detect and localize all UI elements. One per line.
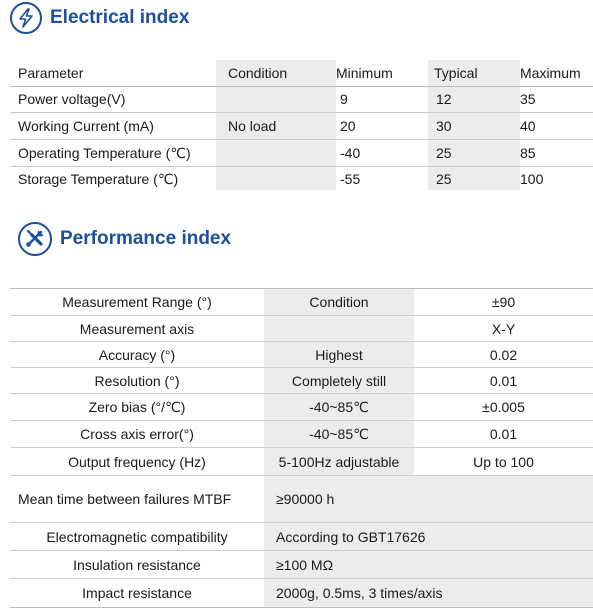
cell-parameter: Storage Temperature (℃)	[18, 171, 179, 187]
cell-parameter: Output frequency (Hz)	[68, 453, 206, 470]
cell-condition: Highest	[264, 342, 414, 367]
cell-condition	[264, 316, 414, 341]
header-typical: Typical	[434, 65, 478, 81]
performance-section-header	[18, 222, 231, 256]
table-row	[10, 448, 593, 476]
cell-parameter: Operating Temperature (℃)	[18, 145, 191, 161]
cell-parameter: Cross axis error(°)	[80, 426, 194, 442]
cell-minimum: 20	[340, 118, 356, 134]
header-minimum: Minimum	[336, 65, 393, 81]
performance-table	[10, 288, 593, 601]
cell-typical: 30	[436, 118, 452, 134]
cell-parameter: Measurement axis	[79, 320, 195, 337]
cell-parameter: Accuracy (°)	[98, 346, 176, 363]
cell-maximum: 100	[520, 171, 544, 187]
cell-value: Up to 100	[473, 453, 534, 470]
table-row	[10, 368, 593, 394]
cell-parameter: Zero bias (°/℃)	[88, 398, 186, 415]
cell-parameter: Mean time between failures MTBF	[18, 491, 232, 507]
cell-condition: -40~85℃	[264, 394, 414, 420]
cell-parameter: Impact resistance	[82, 585, 192, 601]
header-parameter: Parameter	[18, 65, 84, 81]
cell-minimum: -55	[340, 171, 361, 187]
cell-maximum: 85	[520, 145, 536, 161]
cell-value: 0.02	[489, 346, 518, 363]
header-maximum: Maximum	[520, 65, 581, 81]
cell-value: According to GBT17626	[264, 523, 593, 550]
table-row	[10, 579, 593, 608]
electrical-section-header	[10, 2, 189, 34]
cell-maximum: 35	[520, 91, 536, 107]
cell-parameter: Electromagnetic compatibility	[46, 528, 228, 545]
table-row	[10, 476, 593, 523]
cell-value: ±90	[491, 294, 516, 310]
performance-title: Performance index	[60, 228, 232, 249]
cell-value: ≥90000 h	[264, 476, 593, 522]
cell-value: X-Y	[491, 320, 516, 337]
table-row	[10, 421, 593, 448]
cell-value: ±0.005	[482, 399, 525, 415]
table-row	[10, 523, 593, 551]
cell-parameter: Power voltage(V)	[18, 91, 126, 107]
table-row	[10, 140, 593, 167]
header-condition: Condition	[228, 65, 288, 81]
cell-condition: No load	[228, 118, 277, 134]
cell-parameter: Insulation resistance	[73, 556, 201, 573]
cell-typical: 25	[436, 145, 452, 161]
cell-condition: Completely still	[264, 368, 414, 393]
electrical-header-row	[10, 60, 593, 87]
cell-typical: 25	[436, 171, 452, 187]
cell-parameter: Measurement Range (°)	[62, 294, 212, 310]
table-row	[10, 551, 593, 579]
table-row	[10, 342, 593, 368]
table-row	[10, 316, 593, 342]
cell-typical: 12	[436, 91, 452, 107]
cell-value: 0.01	[489, 426, 518, 442]
cell-value: 2000g, 0.5ms, 3 times/axis	[264, 579, 593, 607]
table-row	[10, 166, 593, 192]
cell-parameter: Resolution (°)	[94, 372, 180, 389]
cell-maximum: 40	[520, 118, 536, 134]
cell-value: 0.01	[489, 372, 518, 389]
cell-condition: 5-100Hz adjustable	[264, 448, 414, 475]
electrical-title: Electrical index	[50, 7, 190, 28]
cell-condition: -40~85℃	[264, 421, 414, 447]
tools-icon	[18, 222, 52, 256]
table-row	[10, 394, 593, 421]
cell-minimum: -40	[340, 145, 361, 161]
cell-minimum: 9	[340, 91, 348, 107]
table-row	[10, 113, 593, 140]
cell-value: ≥100 MΩ	[264, 551, 593, 578]
cell-condition: Condition	[264, 289, 414, 315]
table-row	[10, 289, 593, 316]
lightning-icon	[10, 2, 42, 34]
cell-parameter: Working Current (mA)	[18, 118, 154, 134]
table-row	[10, 86, 593, 113]
